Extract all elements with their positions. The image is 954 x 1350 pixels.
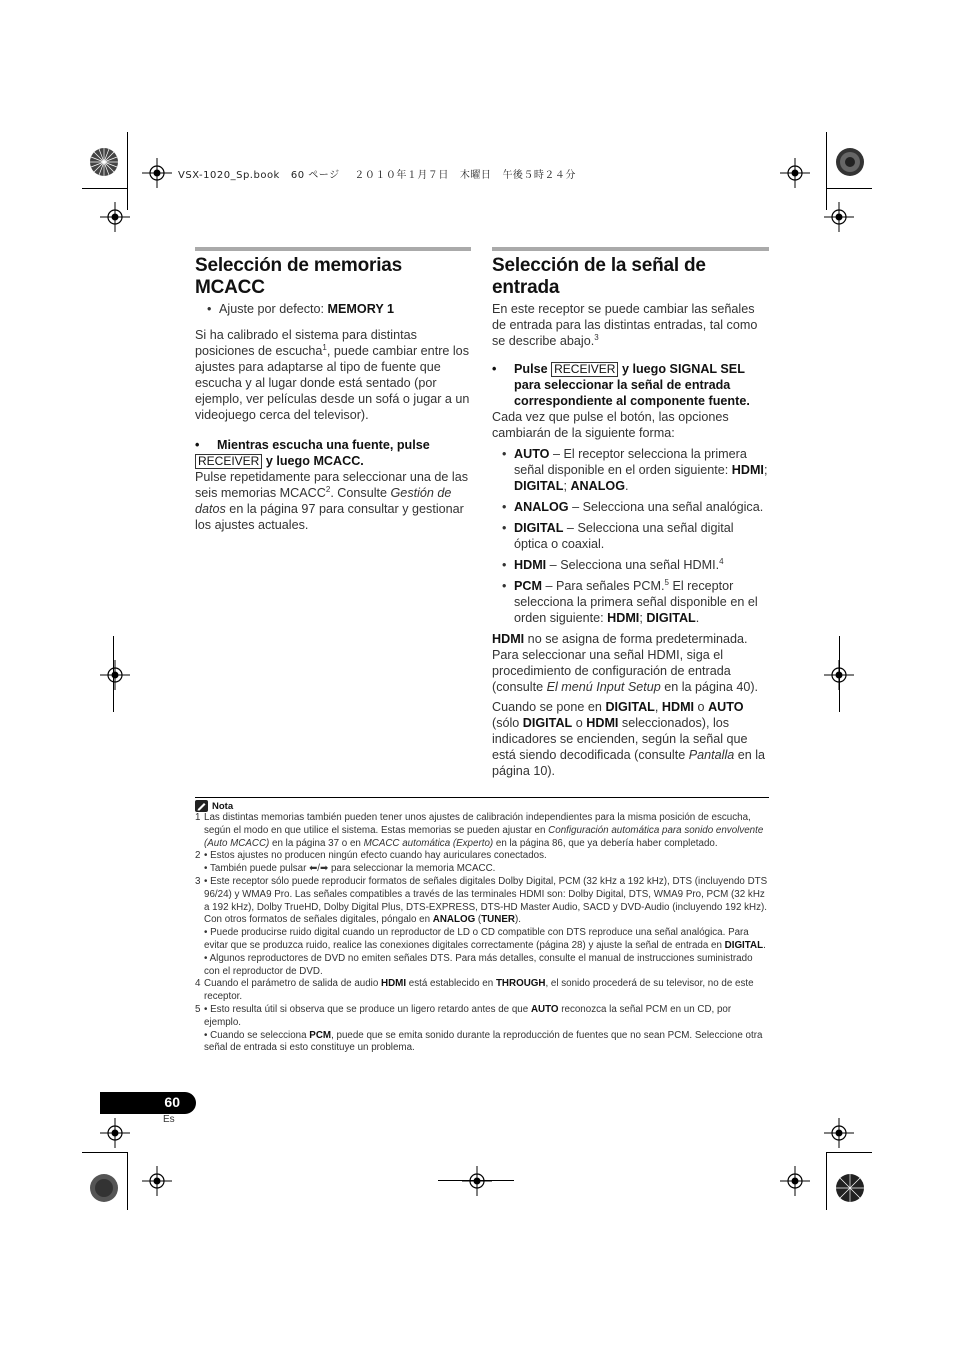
step-instruction-cont: RECEIVER y luego MCACC. xyxy=(195,453,471,469)
step-body: Cada vez que pulse el botón, las opciones cambiarán de la siguiente forma: xyxy=(492,410,729,440)
header-date: ２０１０年１月７日 xyxy=(354,170,449,181)
crosshair-icon xyxy=(100,202,130,232)
crosshair-icon xyxy=(780,158,810,188)
receiver-key-label: RECEIVER xyxy=(195,454,262,469)
crosshair-icon xyxy=(142,1166,172,1196)
option-auto: • AUTO – El receptor selecciona la primera señal disponible en el orden siguiente: HDMI; DIGITAL; ANALOG. xyxy=(502,447,768,493)
crosshair-icon xyxy=(462,1166,492,1196)
note-1: 1 Las distintas memorias también pueden tener unos ajustes de calibración independientes para la misma posición de escucha, según el modo en que utilice el sistema. Estas memorias se pueden ajustar en Configuración automática para sonido envolvente (Auto MCACC) en la página 37 o en MCACC automática (Experto) en la página 86, que ya debería haber completado. xyxy=(195,812,764,849)
crosshair-icon xyxy=(100,660,130,690)
crosshair-icon xyxy=(100,1118,130,1148)
note-5: 5 • Esto resulta útil si observa que se produce un ligero retardo antes de que AUTO reconozca la señal PCM en un CD, por ejemplo. • Cuando se selecciona PCM, puede que se emita sonido durante la reproducción de fuentes que no sean PCM. Seleccione otra señal de entrada si esto constituye un problema. xyxy=(195,1003,763,1054)
note-pencil-icon xyxy=(195,800,208,812)
print-rosette-icon xyxy=(88,146,120,178)
intro-paragraph: En este receptor se puede cambiar las señales de entrada para las distintas entradas, tal como se describe abajo.$^3$ xyxy=(492,302,758,348)
header-weekday: 木曜日 xyxy=(459,170,492,181)
header-time: 午後５時２４分 xyxy=(502,170,576,181)
crosshair-icon xyxy=(780,1166,810,1196)
option-pcm: • PCM – Para señales PCM.$^5$ El receptor selecciona la primera señal disponible en el orden siguiente: HDMI; DIGITAL. xyxy=(502,577,758,625)
option-digital: • DIGITAL – Selecciona una señal digital óptica o coaxial. xyxy=(502,521,734,551)
intro-paragraph: Si ha calibrado el sistema para distintas posiciones de escucha$^1$, puede cambiar entre los ajustes para adaptarse al tipo de fuente que escucha y al lugar donde está sentado (por ejemplo, ver películas desde un sofá o jugar a un videojuego cerca del televisor). xyxy=(195,328,470,422)
print-rosette-icon xyxy=(834,146,866,178)
note-3: 3 • Este receptor sólo puede reproducir formatos de señales digitales Dolby Digital, PCM (32 kHz a 192 kHz), DTS (incluyendo DTS 96/24) y WMA9 Pro. Las señales compatibles a través de las terminales HDMI son: Dolby Digital, DTS, WMA9 Pro, PCM (32 kHz a 192 kHz), Dolby TrueHD, Dolby Digital Plus, DTS-EXPRESS, DTS-HD Master Audio, SACD y DVD-Audio (incluyendo 192 kHz). Con otros formatos de señales digitales, póngalo en ANALOG (TUNER). • Puede producirse ruido digital cuando un reproductor de LD o CD compatible con DTS reproduce una señal analógica. Para evitar que se produzca ruido, realice las conexiones digitales correctamente (página 28) y ajuste la señal de entrada en DIGITAL. • Algunos reproductores de DVD no emiten señales DTS. Para más detalles, consulte el manual de instrucciones suministrado con el reproductor de DVD. xyxy=(195,875,768,977)
note-4: 4 Cuando el parámetro de salida de audio HDMI está establecido en THROUGH, el sonido procederá de su televisor, no de este receptor. xyxy=(195,978,754,1003)
default-value: MEMORY 1 xyxy=(327,302,394,316)
section-title: Selección de memorias MCACC xyxy=(195,255,403,298)
crosshair-icon xyxy=(824,202,854,232)
page-number: 60 xyxy=(164,1094,180,1110)
section-divider xyxy=(195,247,471,251)
language-code: Es xyxy=(163,1114,175,1125)
note-2: 2 • Estos ajustes no producen ningún efecto cuando hay auriculares conectados. • También puede pulsar ⬅/➡ para seleccionar la memoria MCACC. xyxy=(195,850,547,875)
default-setting: • Ajuste por defecto: MEMORY 1 xyxy=(207,302,394,316)
section-title: Selección de la señal de entrada xyxy=(492,255,706,298)
option-analog: • ANALOG – Selecciona una señal analógica. xyxy=(502,500,764,514)
option-hdmi: • HDMI – Selecciona una señal HDMI.$^4$ xyxy=(502,556,724,572)
section-mcacc-memories xyxy=(195,247,471,533)
header-page-label: 60 ページ xyxy=(290,170,340,181)
page-number-badge xyxy=(100,1092,196,1114)
print-header xyxy=(178,166,576,181)
notes-section xyxy=(195,797,769,1055)
hdmi-paragraph: HDMI no se asigna de forma predeterminada. Para seleccionar una señal HDMI, siga el procedimiento de configuración de entrada (consulte El menú Input Setup en la página 40). xyxy=(492,632,759,694)
print-rosette-icon xyxy=(88,1172,120,1204)
print-rosette-icon xyxy=(834,1172,866,1204)
xref-gestion: Gestión de datos xyxy=(195,486,452,516)
section-input-signal xyxy=(492,247,769,779)
step-body: Pulse repetidamente para seleccionar una de las seis memorias MCACC$^2$. Consulte Gestión de datos en la página 97 para consultar y gestionar los ajustes actuales. xyxy=(195,470,469,532)
xref-pantalla: Pantalla xyxy=(688,748,735,762)
xref-input-setup: El menú Input Setup xyxy=(546,680,661,694)
header-filename: VSX-1020_Sp.book xyxy=(178,170,280,181)
step-instruction: • Mientras escucha una fuente, pulse xyxy=(195,438,430,452)
step-instruction: • Pulse RECEIVER y luego SIGNAL SEL para seleccionar la señal de entrada correspondiente al componente fuente. xyxy=(492,362,750,408)
receiver-key-label: RECEIVER xyxy=(551,362,618,377)
crosshair-icon xyxy=(824,1118,854,1148)
crosshair-icon xyxy=(142,158,172,188)
indicators-paragraph: Cuando se pone en DIGITAL, HDMI o AUTO (sólo DIGITAL o HDMI seleccionados), los indicadores se encienden, según la señal que está siendo decodificada (consulte Pantalla en la página 10). xyxy=(492,700,766,778)
section-divider xyxy=(492,247,769,251)
notes-heading: Nota xyxy=(195,800,769,812)
